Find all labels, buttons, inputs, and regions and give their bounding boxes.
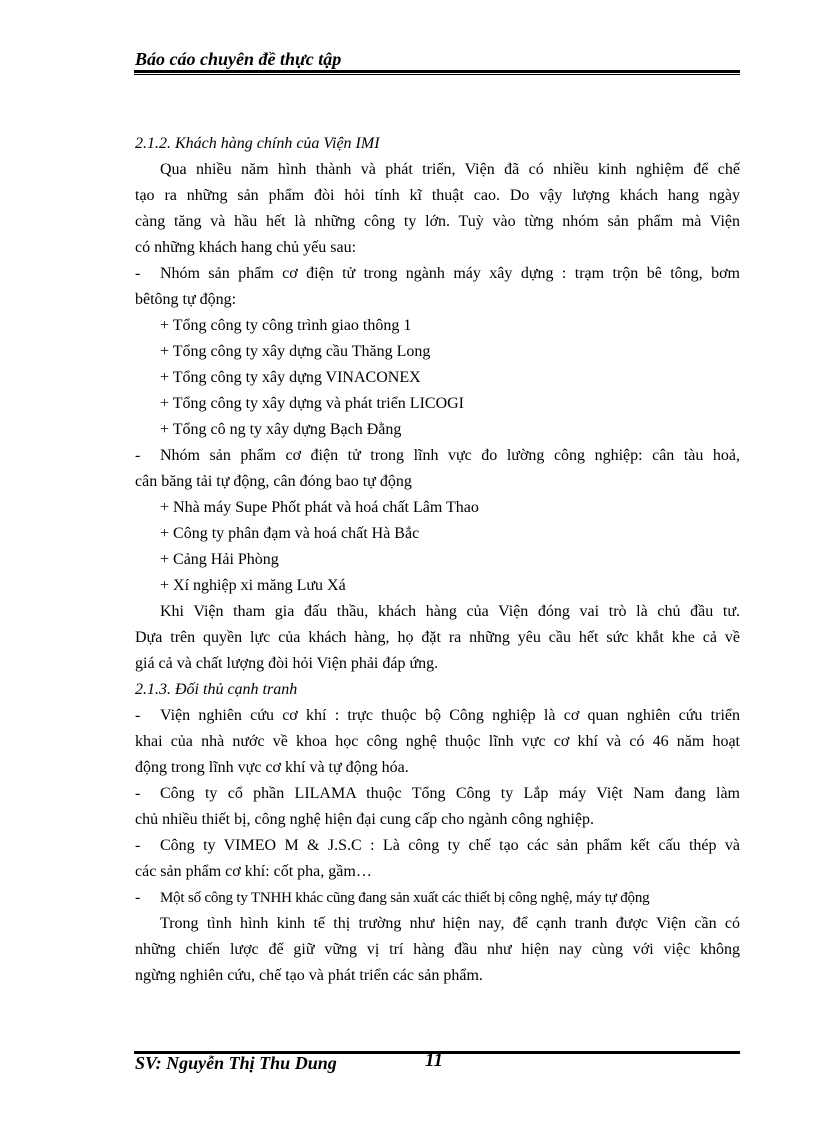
paragraph-line: Khi Viện tham gia đấu thầu, khách hàng của Viện đóng vai trò là chủ đầu tư. [160,603,740,620]
list-item-cont: các sản phẩm cơ khí: cốt pha, gầm… [135,863,372,880]
paragraph-line: giá cả và chất lượng đòi hỏi Viện phải đáp ứng. [135,655,439,672]
header-rule [134,70,740,73]
sub-item: + Tổng công ty xây dựng VINACONEX [160,369,421,386]
paragraph-line: càng tăng và hầu hết là những công ty lớn. Tuỳ vào từng nhóm sản phẩm mà Viện [135,213,740,230]
section-heading-competitors: 2.1.3. Đối thủ cạnh tranh [135,681,298,698]
dash-bullet: - [135,707,141,724]
list-item-group-1 [135,261,740,287]
competitor-item [135,781,740,807]
dash-bullet: - [135,447,141,464]
page-number: 11 [425,1050,443,1071]
page-header-title: Báo cáo chuyên đề thực tập [135,49,342,69]
paragraph-line: có những khách hang chủ yếu sau: [135,239,357,256]
list-item-cont: chủ nhiều thiết bị, công nghệ hiện đại cung cấp cho ngành công nghiệp. [135,811,594,828]
dash-bullet: - [135,265,141,282]
list-item-group-2 [135,443,740,469]
list-item-text: Công ty VIMEO M & J.S.C : Là công ty chế tạo các sản phẩm kết cấu thép và [160,837,740,854]
list-item-cont: bêtông tự động: [135,291,237,308]
competitor-item [135,703,740,729]
competitor-item [135,833,740,859]
document-body [135,131,740,989]
dash-bullet: - [135,837,141,854]
dash-bullet: - [135,889,141,906]
header-rule-thin [134,74,740,75]
list-item-text: Công ty cổ phần LILAMA thuộc Tổng Công ty Lắp máy Việt Nam đang làm [160,785,740,802]
list-item-text: Viện nghiên cứu cơ khí : trực thuộc bộ Công nghiệp là cơ quan nghiên cứu triển [160,707,740,724]
list-item-cont: động trong lĩnh vực cơ khí và tự động hóa. [135,759,409,776]
footer-author: SV: Nguyễn Thị Thu Dung [135,1053,337,1073]
sub-item: + Nhà máy Supe Phốt phát và hoá chất Lâm Thao [160,499,479,516]
sub-item: + Công ty phân đạm và hoá chất Hà Bắc [160,525,420,542]
paragraph-line: những chiến lược để giữ vững vị trí hàng đầu như hiện nay cùng với việc không [135,941,740,958]
section-heading-customers: 2.1.2. Khách hàng chính của Viện IMI [135,135,380,152]
list-item-text: Nhóm sản phẩm cơ điện tử trong ngành máy xây dựng : trạm trộn bê tông, bơm [160,265,740,282]
sub-item: + Xí nghiệp xi măng Lưu Xá [160,577,346,594]
dash-bullet: - [135,785,141,802]
list-item-text: Một số công ty TNHH khác cũng đang sản xuất các thiết bị công nghệ, máy tự động [160,890,650,906]
sub-item: + Tổng công ty công trình giao thông 1 [160,317,412,334]
sub-item: + Tổng công ty xây dựng cầu Thăng Long [160,343,431,360]
paragraph-line: ngừng nghiên cứu, chế tạo và phát triển các sản phẩm. [135,967,483,984]
paragraph-line: Trong tình hình kinh tế thị trường như hiện nay, để cạnh tranh được Viện cần có [160,915,740,932]
paragraph-line: Qua nhiều năm hình thành và phát triển, Viện đã có nhiều kinh nghiệm để chế [160,161,740,178]
paragraph-line: tạo ra những sản phẩm đòi hỏi tính kĩ thuật cao. Do vậy lượng khách hang ngày [135,187,740,204]
sub-item: + Tổng cô ng ty xây dựng Bạch Đằng [160,421,402,438]
list-item-cont: khai của nhà nước về khoa học công nghệ thuộc lĩnh vực cơ khí và có 46 năm hoạt [135,733,740,750]
list-item-cont: cân băng tải tự động, cân đóng bao tự động [135,473,412,490]
paragraph-line: Dựa trên quyền lực của khách hàng, họ đặt ra những yêu cầu hết sức khắt khe cả về [135,629,740,646]
sub-item: + Tổng công ty xây dựng và phát triển LICOGI [160,395,465,412]
competitor-item [135,885,740,911]
list-item-text: Nhóm sản phẩm cơ điện tử trong lĩnh vực đo lường công nghiệp: cân tàu hoả, [160,447,740,464]
sub-item: + Cảng Hải Phòng [160,551,279,568]
